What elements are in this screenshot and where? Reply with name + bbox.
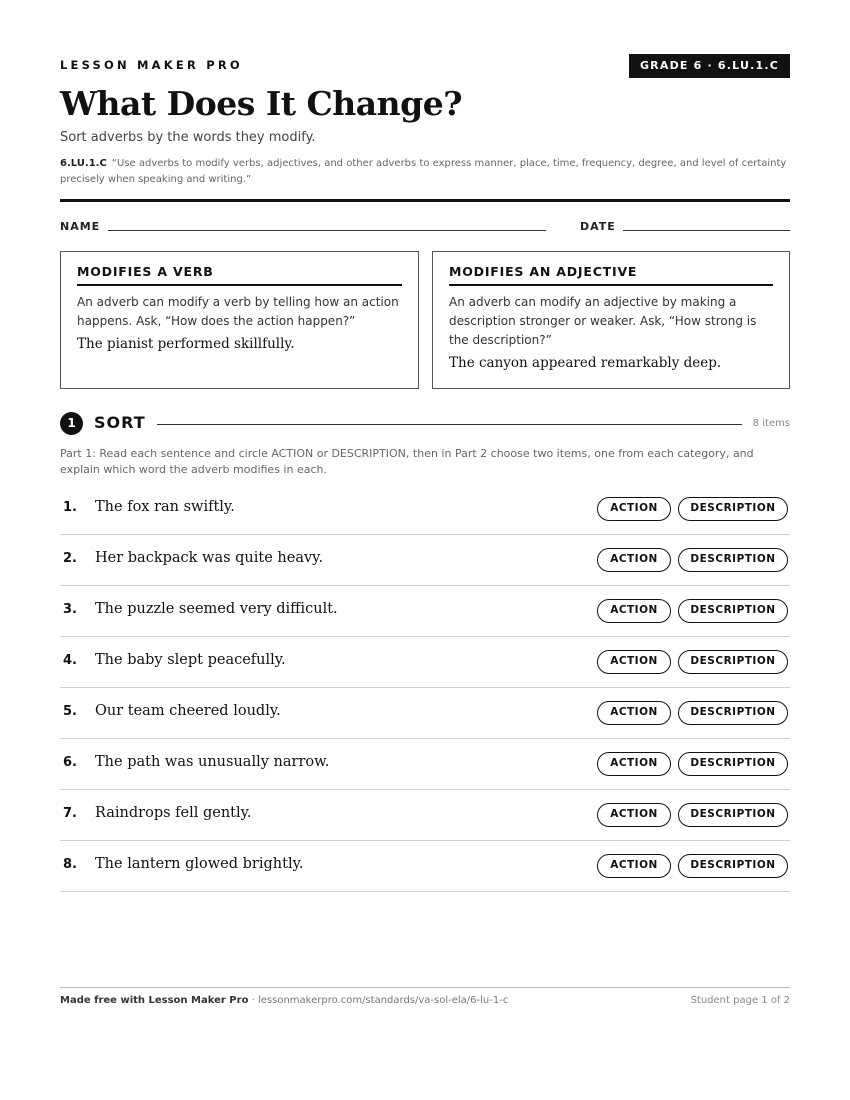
list-item — [60, 535, 790, 586]
sort-items-list — [60, 484, 790, 892]
standard-description — [60, 156, 790, 188]
item-number: 2. — [63, 551, 77, 566]
item-sentence: The baby slept peacefully. — [95, 652, 286, 668]
description-choice[interactable]: DESCRIPTION — [678, 701, 788, 725]
worksheet-page — [60, 0, 790, 1100]
header-divider — [60, 199, 790, 202]
action-choice[interactable]: ACTION — [597, 854, 671, 878]
item-number: 7. — [63, 806, 77, 821]
list-item — [60, 484, 790, 535]
date-field[interactable] — [623, 230, 790, 231]
item-number: 6. — [63, 755, 77, 770]
action-choice[interactable]: ACTION — [597, 752, 671, 776]
item-sentence: The lantern glowed brightly. — [95, 856, 304, 872]
box-example: The pianist performed skillfully. — [77, 336, 295, 352]
action-choice[interactable]: ACTION — [597, 803, 671, 827]
item-number: 8. — [63, 857, 77, 872]
page-subtitle: Sort adverbs by the words they modify. — [60, 130, 316, 145]
list-item — [60, 688, 790, 739]
item-sentence: Her backpack was quite heavy. — [95, 550, 324, 566]
action-choice[interactable]: ACTION — [597, 497, 671, 521]
item-sentence: The fox ran swiftly. — [95, 499, 235, 515]
description-choice[interactable]: DESCRIPTION — [678, 650, 788, 674]
grade-badge: GRADE 6 · 6.LU.1.C — [629, 54, 790, 78]
footer-credit — [60, 995, 508, 1006]
item-sentence: The path was unusually narrow. — [95, 754, 330, 770]
date-label: DATE — [580, 220, 616, 233]
section-divider — [157, 424, 742, 425]
box-title: MODIFIES AN ADJECTIVE — [449, 264, 773, 286]
footer-made-with: Made free with Lesson Maker Pro — [60, 995, 249, 1006]
section-number-badge: 1 — [60, 412, 83, 435]
footer-url: · lessonmakerpro.com/standards/va-sol-ela/6-lu-1-c — [248, 995, 509, 1006]
standard-text: “Use adverbs to modify verbs, adjectives, and other adverbs to express manner, place, time, frequency, degree, and level of certainty precisely when speaking and writing.” — [60, 158, 787, 185]
action-choice[interactable]: ACTION — [597, 599, 671, 623]
item-number: 1. — [63, 500, 77, 515]
page-title: What Does It Change? — [60, 84, 463, 123]
name-field[interactable] — [108, 230, 546, 231]
list-item — [60, 841, 790, 892]
section-instructions: Part 1: Read each sentence and circle ACTION or DESCRIPTION, then in Part 2 choose two items, one from each category, and explain which word the adverb modifies in each. — [60, 447, 754, 476]
list-item — [60, 739, 790, 790]
brand-name: LESSON MAKER PRO — [60, 58, 243, 72]
section-title: SORT — [94, 413, 146, 432]
item-count: 8 items — [752, 418, 790, 429]
name-label: NAME — [60, 220, 101, 233]
action-choice[interactable]: ACTION — [597, 701, 671, 725]
description-choice[interactable]: DESCRIPTION — [678, 803, 788, 827]
item-number: 3. — [63, 602, 77, 617]
action-choice[interactable]: ACTION — [597, 548, 671, 572]
footer-page-number: Student page 1 of 2 — [690, 995, 790, 1006]
item-number: 5. — [63, 704, 77, 719]
item-sentence: The puzzle seemed very difficult. — [95, 601, 338, 617]
action-choice[interactable]: ACTION — [597, 650, 671, 674]
modifies-adjective-box — [432, 251, 790, 389]
standard-code: 6.LU.1.C — [60, 158, 107, 169]
description-choice[interactable]: DESCRIPTION — [678, 752, 788, 776]
list-item — [60, 790, 790, 841]
item-sentence: Our team cheered loudly. — [95, 703, 281, 719]
description-choice[interactable]: DESCRIPTION — [678, 599, 788, 623]
description-choice[interactable]: DESCRIPTION — [678, 548, 788, 572]
footer-divider — [60, 987, 790, 988]
box-title: MODIFIES A VERB — [77, 264, 402, 286]
box-body: An adverb can modify a verb by telling how an action happens. Ask, “How does the action happen?” — [77, 295, 399, 328]
description-choice[interactable]: DESCRIPTION — [678, 854, 788, 878]
list-item — [60, 586, 790, 637]
item-number: 4. — [63, 653, 77, 668]
box-body: An adverb can modify an adjective by making a description stronger or weaker. Ask, “How strong is the description?” — [449, 295, 757, 347]
description-choice[interactable]: DESCRIPTION — [678, 497, 788, 521]
item-sentence: Raindrops fell gently. — [95, 805, 252, 821]
modifies-verb-box — [60, 251, 419, 389]
box-example: The canyon appeared remarkably deep. — [449, 355, 722, 371]
list-item — [60, 637, 790, 688]
